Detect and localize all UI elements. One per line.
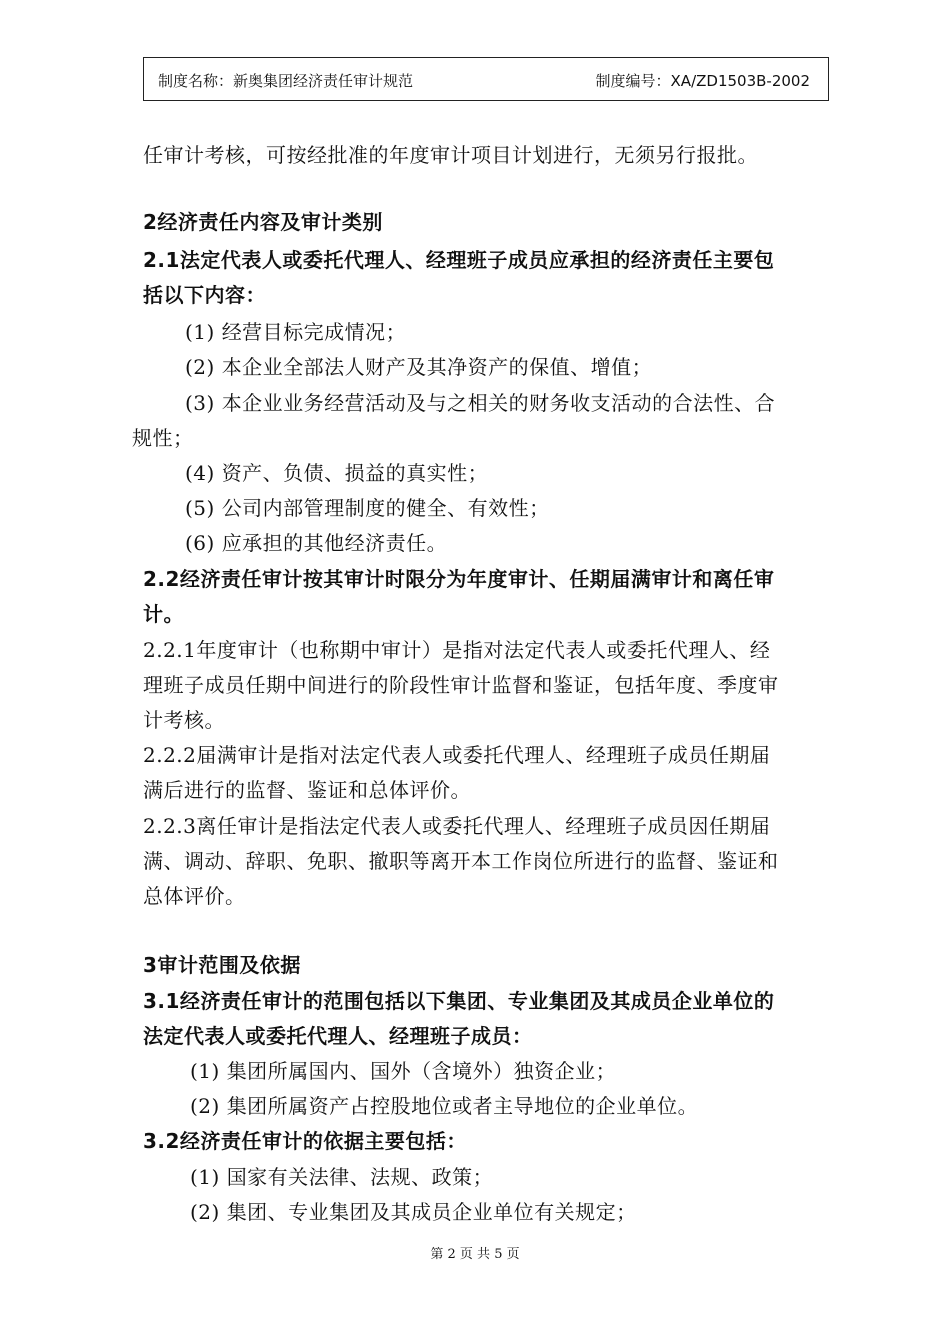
clause-2-2-line1: 2.2经济责任审计按其审计时限分为年度审计、任期届满审计和离任审	[143, 567, 775, 591]
regulation-name: 制度名称：新奥集团经济责任审计规范	[158, 72, 414, 90]
regulation-code: 制度编号：XA/ZD1503B-2002	[595, 72, 810, 90]
list-item-3-line2: 规性；	[132, 426, 194, 450]
clause-2-2-3-line3: 总体评价。	[143, 884, 246, 908]
clause-2-2-1-line3: 计考核。	[143, 708, 225, 732]
clause-3-1-line2: 法定代表人或委托代理人、经理班子成员：	[143, 1024, 533, 1048]
clause-3-2-item-2: (2) 集团、专业集团及其成员企业单位有关规定；	[190, 1200, 637, 1224]
list-item-2: (2) 本企业全部法人财产及其净资产的保值、增值；	[185, 355, 653, 379]
clause-2-2-2-line1: 2.2.2届满审计是指对法定代表人或委托代理人、经理班子成员任期届	[143, 743, 771, 767]
clause-3-2-item-1: (1) 国家有关法律、法规、政策；	[190, 1165, 494, 1189]
list-item-5: (5) 公司内部管理制度的健全、有效性；	[185, 496, 550, 520]
section-2-heading: 2经济责任内容及审计类别	[143, 210, 383, 234]
clause-2-2-3-line2: 满、调动、辞职、免职、撤职等离开本工作岗位所进行的监督、鉴证和	[143, 849, 779, 873]
clause-3-1-item-2: (2) 集团所属资产占控股地位或者主导地位的企业单位。	[190, 1094, 699, 1118]
document-header	[143, 57, 829, 101]
list-item-4: (4) 资产、负债、损益的真实性；	[185, 461, 489, 485]
clause-2-2-1-line2: 理班子成员任期中间进行的阶段性审计监督和鉴证，包括年度、季度审	[143, 673, 779, 697]
clause-2-2-1-line1: 2.2.1年度审计（也称期中审计）是指对法定代表人或委托代理人、经	[143, 638, 771, 662]
clause-2-2-3-line1: 2.2.3离任审计是指法定代表人或委托代理人、经理班子成员因任期届	[143, 814, 771, 838]
clause-3-2-heading: 3.2经济责任审计的依据主要包括：	[143, 1129, 467, 1153]
page-number: 第 2 页 共 5 页	[430, 1247, 520, 1262]
clause-2-2-line2: 计。	[143, 602, 184, 626]
clause-2-1-line1: 2.1法定代表人或委托代理人、经理班子成员应承担的经济责任主要包	[143, 248, 775, 272]
list-item-3-line1: (3) 本企业业务经营活动及与之相关的财务收支活动的合法性、合	[185, 391, 776, 415]
paragraph-continuation: 任审计考核，可按经批准的年度审计项目计划进行，无须另行报批。	[143, 143, 758, 167]
clause-3-1-line1: 3.1经济责任审计的范围包括以下集团、专业集团及其成员企业单位的	[143, 989, 775, 1013]
list-item-1: (1) 经营目标完成情况；	[185, 320, 407, 344]
clause-2-2-2-line2: 满后进行的监督、鉴证和总体评价。	[143, 778, 471, 802]
clause-3-1-item-1: (1) 集团所属国内、国外（含境外）独资企业；	[190, 1059, 617, 1083]
clause-2-1-line2: 括以下内容：	[143, 283, 266, 307]
list-item-6: (6) 应承担的其他经济责任。	[185, 531, 448, 555]
section-3-heading: 3审计范围及依据	[143, 953, 301, 977]
